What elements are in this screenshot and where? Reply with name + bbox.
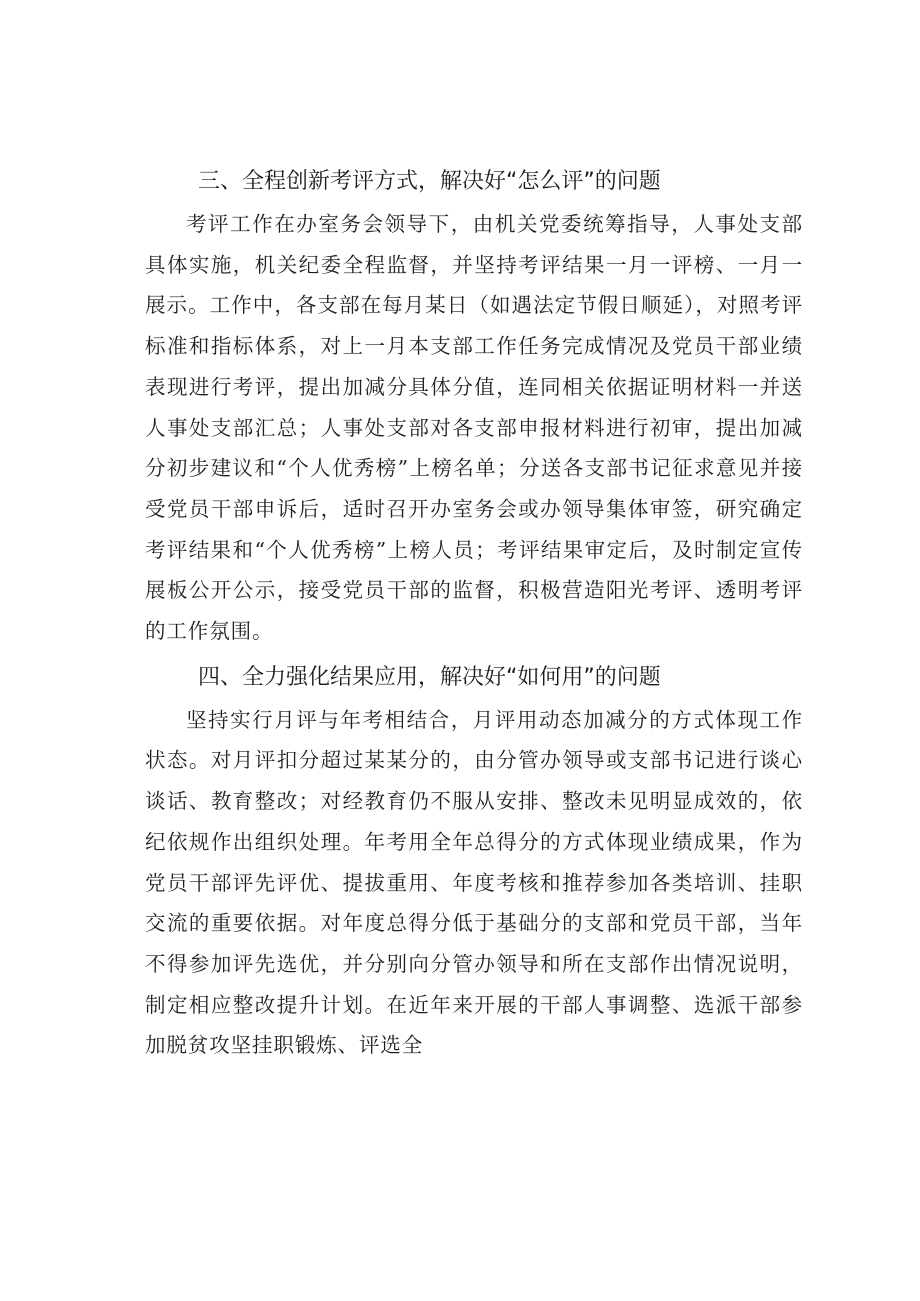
section-heading-3: 三、全程创新考评方式，解决好“怎么评”的问题: [198, 169, 661, 194]
section-paragraph-4: 坚持实行月评与年考相结合，月评用动态加减分的方式体现工作状态。对月评扣分超过某某分的，由分管办领导或支部书记进行谈心谈话、教育整改；对经教育仍不服从安排、整改未见明显成效的，依纪依规作出组织处理。年考用全年总得分的方式体现业绩成果，作为党员干部评先评优、提拔重用、年度考核和推荐参加各类培训、挂职交流的重要依据。对年度总得分低于基础分的支部和党员干部，当年不得参加评先选优，并分别向分管办领导和所在支部作出情况说明，制定相应整改提升计划。在近年来开展的干部人事调整、选派干部参加脱贫攻坚挂职锻炼、评选全: [145, 707, 803, 1058]
section-heading-4: 四、全力强化结果应用，解决好“如何用”的问题: [198, 664, 661, 690]
document-body: [145, 162, 803, 1072]
section-paragraph-3: 考评工作在办室务会领导下，由机关党委统筹指导，人事处支部具体实施，机关纪委全程监督，并坚持考评结果一月一评榜、一月一展示。工作中，各支部在每月某日（如遇法定节假日顺延），对照考评标准和指标体系，对上一月本支部工作任务完成情况及党员干部业绩表现进行考评，提出加减分具体分值，连同相关依据证明材料一并送人事处支部汇总；人事处支部对各支部申报材料进行初审，提出加减分初步建议和“个人优秀榜”上榜名单；分送各支部书记征求意见并接受党员干部申诉后，适时召开办室务会或办领导集体审签，研究确定考评结果和“个人优秀榜”上榜人员；考评结果审定后，及时制定宣传展板公开公示，接受党员干部的监督，积极营造阳光考评、透明考评的工作氛围。: [145, 212, 803, 644]
